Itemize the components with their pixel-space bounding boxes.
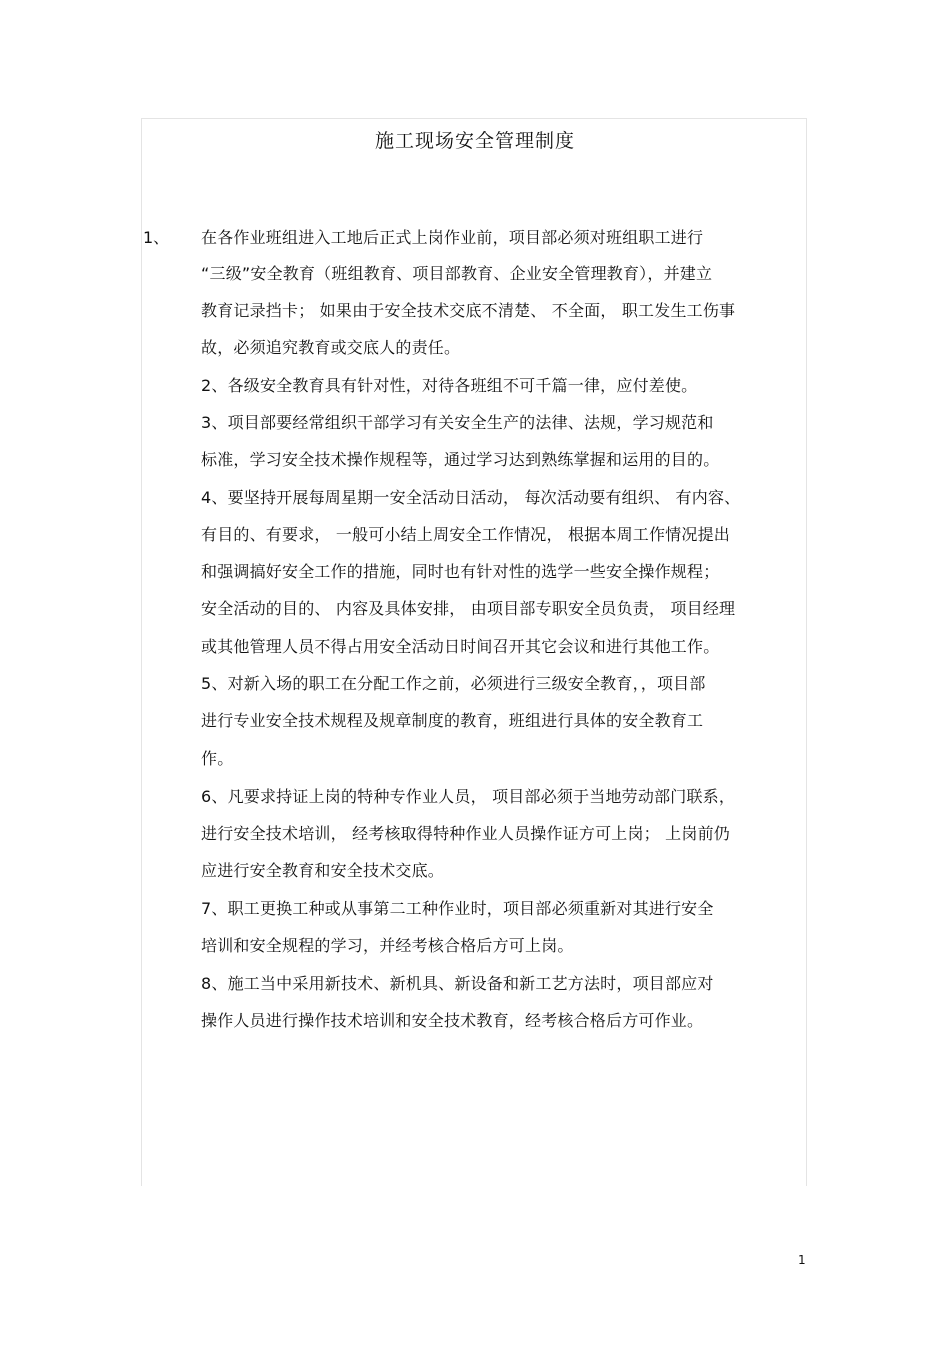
body-line: 故，必须追究教育或交底人的责任。 — [201, 338, 461, 357]
body-line: 和强调搞好安全工作的措施，同时也有针对性的选学一些安全操作规程； — [201, 562, 720, 581]
item-1-marker: 1、 — [143, 228, 170, 247]
body-line: 5、对新入场的职工在分配工作之前，必须进行三级安全教育，，项目部 — [201, 674, 706, 693]
body-line: 进行安全技术培训， 经考核取得特种作业人员操作证方可上岗； 上岗前仍 — [201, 824, 730, 843]
body-line: 标准，学习安全技术操作规程等，通过学习达到熟练掌握和运用的目的。 — [201, 450, 720, 469]
body-line: 7、职工更换工种或从事第二工种作业时，项目部必须重新对其进行安全 — [201, 899, 714, 918]
body-line: 6、凡要求持证上岗的特种专作业人员， 项目部必须于当地劳动部门联系， — [201, 787, 736, 806]
body-line: 3、项目部要经常组织干部学习有关安全生产的法律、法规，学习规范和 — [201, 413, 714, 432]
body-line: 在各作业班组进入工地后正式上岗作业前，项目部必须对班组职工进行 — [201, 228, 704, 247]
body-line: “三级”安全教育（班组教育、项目部教育、企业安全管理教育），并建立 — [201, 264, 713, 283]
body-line: 安全活动的目的、 内容及具体安排， 由项目部专职安全员负责， 项目经理 — [201, 599, 736, 618]
body-line: 应进行安全教育和安全技术交底。 — [201, 861, 445, 880]
page-number: 1 — [798, 1253, 806, 1267]
body-line: 进行专业安全技术规程及规章制度的教育，班组进行具体的安全教育工 — [201, 711, 704, 730]
body-line: 8、施工当中采用新技术、新机具、新设备和新工艺方法时，项目部应对 — [201, 974, 714, 993]
body-line: 4、要坚持开展每周星期一安全活动日活动， 每次活动要有组织、 有内容、 — [201, 488, 741, 507]
body-line: 操作人员进行操作技术培训和安全技术教育，经考核合格后方可作业。 — [201, 1011, 704, 1030]
body-line: 教育记录挡卡； 如果由于安全技术交底不清楚、 不全面， 职工发生工伤事 — [201, 301, 736, 320]
body-line: 培训和安全规程的学习，并经考核合格后方可上岗。 — [201, 936, 574, 955]
body-line: 作。 — [201, 749, 234, 768]
document-title: 施工现场安全管理制度 — [374, 130, 575, 152]
body-line: 或其他管理人员不得占用安全活动日时间召开其它会议和进行其他工作。 — [201, 637, 720, 656]
body-line: 有目的、有要求， 一般可小结上周安全工作情况， 根据本周工作情况提出 — [201, 525, 730, 544]
body-line: 2、各级安全教育具有针对性，对待各班组不可千篇一律，应付差使。 — [201, 376, 698, 395]
